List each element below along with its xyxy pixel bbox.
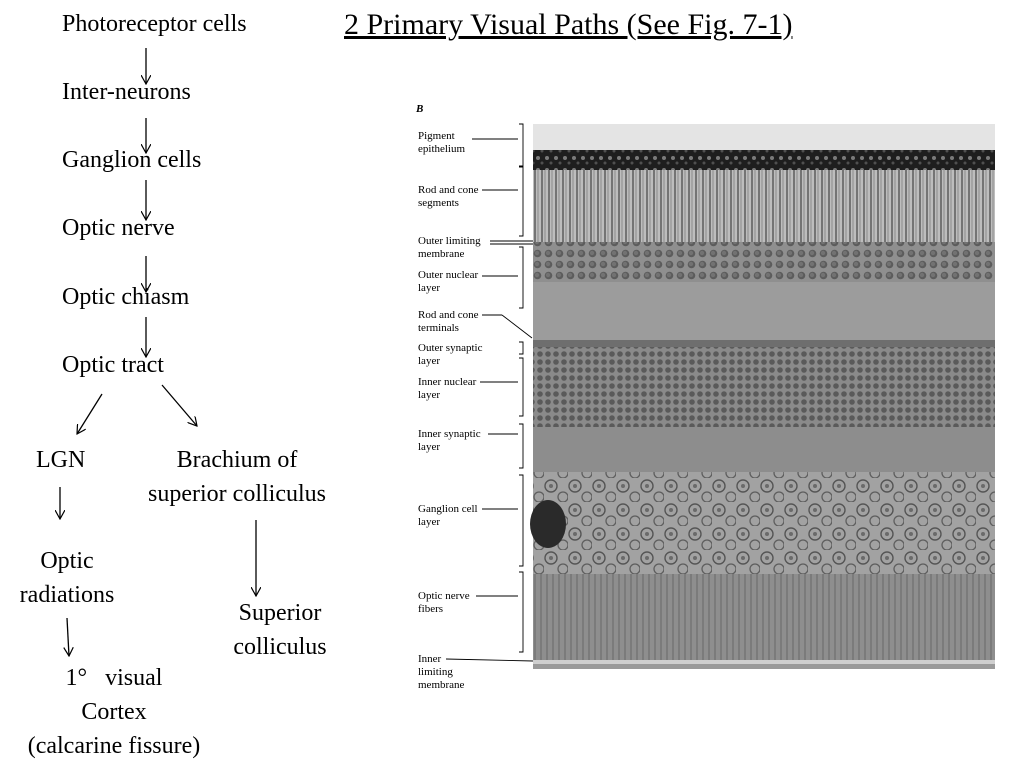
outer-limiting-membrane-label-1: Outer limiting [418, 235, 481, 247]
inner-nuclear-layer-label-1: Inner nuclear [418, 376, 477, 388]
rod-cone-segments-label-1: Rod and cone [418, 184, 479, 196]
optic-nerve-fibers-label-1: Optic nerve [418, 590, 470, 602]
layer-labels [418, 130, 483, 691]
arrow-down-icon [67, 618, 69, 656]
optic-chiasm-label: Optic chiasm [62, 284, 190, 310]
retina-micrograph-figure [400, 94, 1004, 698]
rod-cone-segments-label-2: segments [418, 197, 459, 209]
ganglion-cell-layer-label-2: layer [418, 516, 440, 528]
optic-nerve-fibers-label-2: fibers [418, 603, 444, 615]
outer-nuclear-layer-label-2: layer [418, 282, 440, 294]
visual-cortex-line-2: Cortex [81, 699, 147, 725]
inner-synaptic-layer-label-1: Inner synaptic [418, 428, 481, 440]
optic-radiations-line-2: radiations [19, 582, 115, 608]
rod-cone-terminals-label-2: terminals [418, 322, 459, 334]
brachium-line-2: superior colliculus [148, 481, 326, 507]
inner-nuclear-layer-label-2: layer [418, 389, 440, 401]
panel-letter: B [416, 103, 424, 115]
inner-limiting-membrane-label-2: limiting [418, 666, 453, 678]
arrow-diagonal-left-icon [77, 394, 102, 434]
inner-synaptic-layer-label-2: layer [418, 441, 440, 453]
inner-limiting-membrane-label-3: membrane [418, 679, 465, 691]
pathway-arrows [0, 0, 400, 768]
optic-tract-label: Optic tract [62, 352, 164, 378]
brachium-line-1: Brachium of [176, 447, 298, 473]
visual-cortex-line-3: (calcarine fissure) [27, 733, 201, 759]
rod-cone-terminals-label-1: Rod and cone [418, 309, 479, 321]
ganglion-cells-label: Ganglion cells [62, 147, 202, 173]
outer-nuclear-layer-label-1: Outer nuclear [418, 269, 479, 281]
superior-colliculus-line-2: colliculus [233, 634, 327, 660]
optic-nerve-label: Optic nerve [62, 215, 175, 241]
visual-cortex-line-1: 1° visual [65, 665, 163, 691]
inner-limiting-membrane-label-1: Inner [418, 653, 442, 665]
pigment-epithelium-label-2: epithelium [418, 143, 466, 155]
optic-radiations-line-1: Optic [40, 548, 94, 574]
ganglion-cell-layer-label-1: Ganglion cell [418, 503, 478, 515]
slide-title: 2 Primary Visual Paths (See Fig. 7-1) [344, 8, 793, 41]
outer-synaptic-layer-label-1: Outer synaptic [418, 342, 483, 354]
lgn-label: LGN [36, 447, 86, 473]
label-leader-lines [446, 124, 533, 661]
pigment-epithelium-label-1: Pigment [418, 130, 455, 142]
outer-synaptic-layer-label-2: layer [418, 355, 440, 367]
inter-neurons-label: Inter-neurons [62, 79, 191, 105]
arrow-diagonal-right-icon [162, 385, 197, 426]
photoreceptor-cells-label: Photoreceptor cells [62, 11, 247, 37]
superior-colliculus-line-1: Superior [238, 600, 322, 626]
outer-limiting-membrane-label-2: membrane [418, 248, 465, 260]
